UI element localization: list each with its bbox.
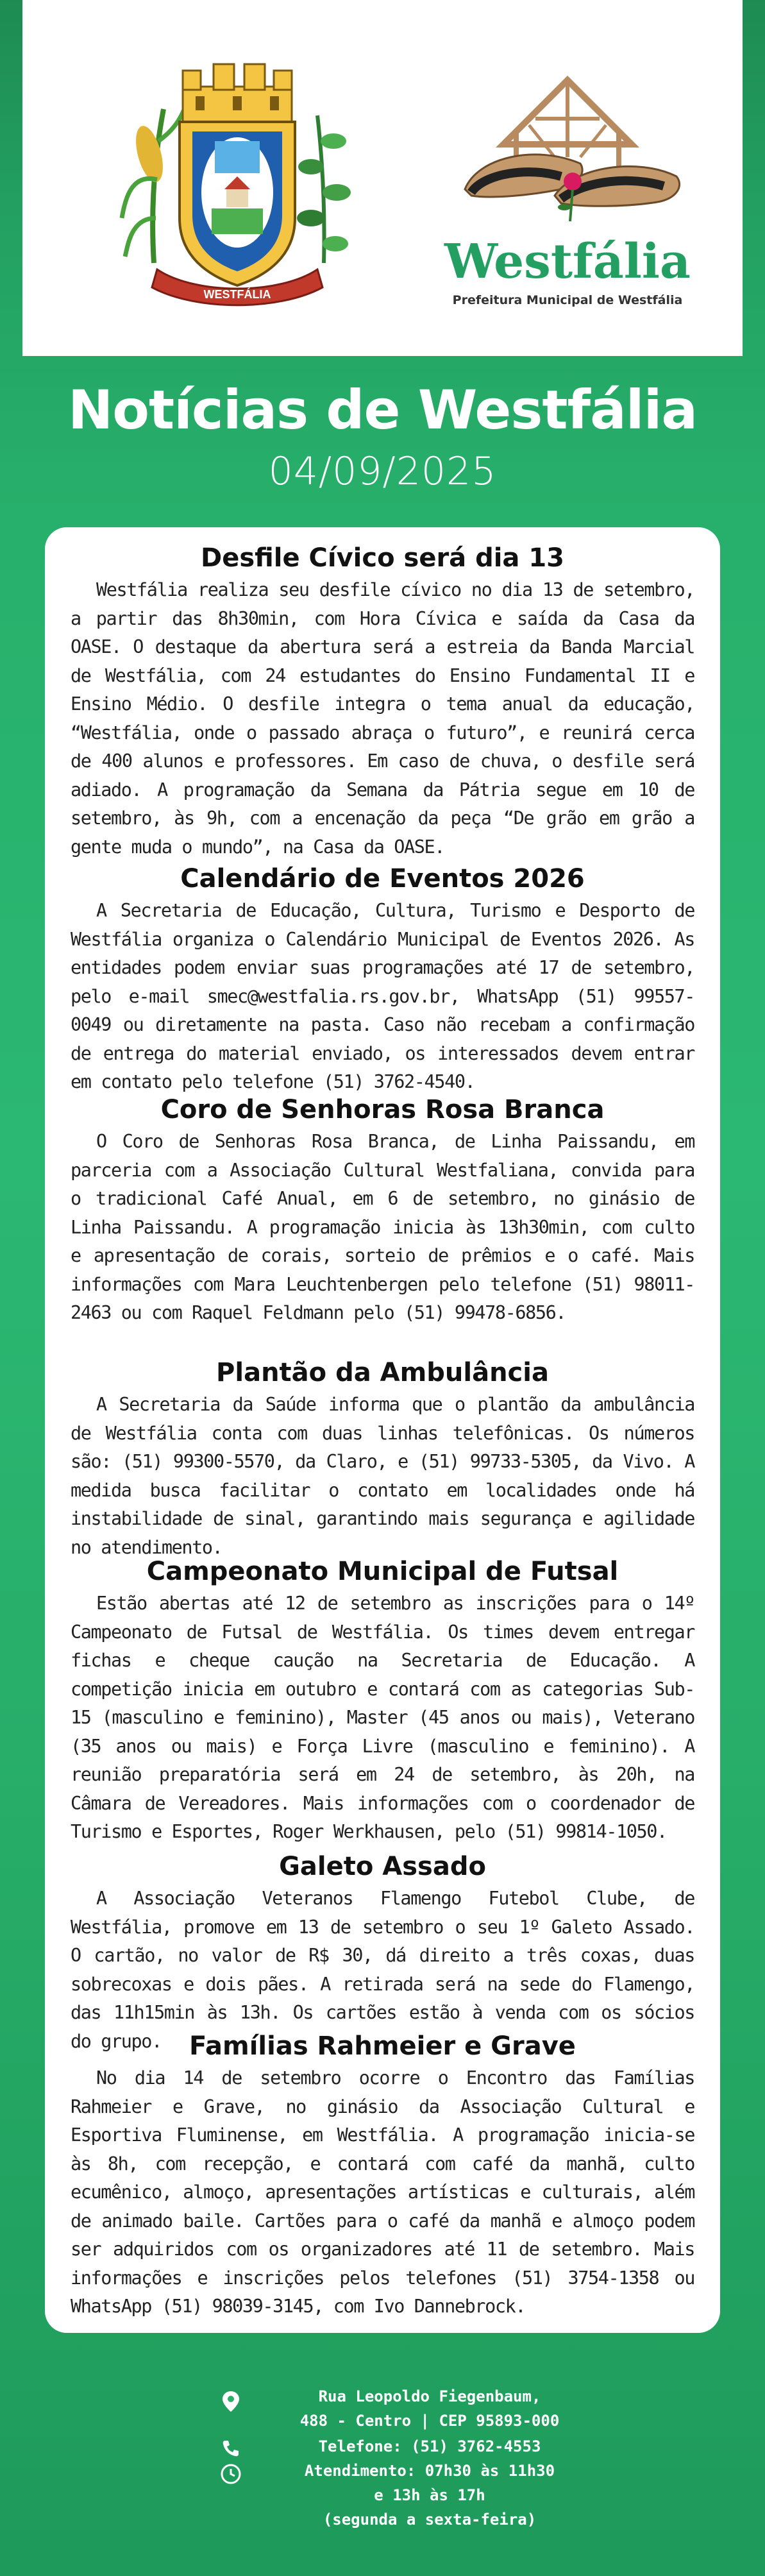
article-heading: Famílias Rahmeier e Grave <box>189 2031 576 2061</box>
mural-crown-graphic <box>183 64 292 122</box>
clock-icon <box>220 2463 242 2485</box>
article-coro-senhoras <box>71 1092 694 1328</box>
article-familias-rahmeier-grave <box>71 2028 694 2321</box>
article-plantao-ambulancia <box>71 1355 694 1562</box>
brand-name: Westfália <box>444 234 691 289</box>
newsletter-title: Notícias de Westfália <box>67 378 698 441</box>
location-pin-icon <box>221 2390 240 2413</box>
address-line-2: 488 - Centro | CEP 95893-000 <box>299 2412 560 2430</box>
article-heading: Plantão da Ambulância <box>216 1358 549 1387</box>
article-desfile-civico <box>71 540 694 861</box>
tobacco-plant-graphic <box>297 115 351 263</box>
phone-number: Telefone: (51) 3762-4553 <box>318 2437 541 2455</box>
article-heading: Coro de Senhoras Rosa Branca <box>160 1095 605 1124</box>
article-heading: Calendário de Eventos 2026 <box>180 864 585 894</box>
header-card <box>22 0 743 356</box>
timber-house-with-clogs-graphic <box>433 61 702 228</box>
article-body: A Secretaria de Educação, Cultura, Turismo e Desporto de Westfália organiza o Calendário Municipal de Eventos 2026. As entidades podem enviar suas programações até 17 de setembro, pelo e-mail smec@westfalia.rs.gov.br, WhatsApp (51) 99557-0049 ou diretamente na pasta. Caso não recebam a confirmação de entrega do material enviado, os interessados devem entrar em contato pelo telefone (51) 3762-4540. <box>71 900 694 1092</box>
article-heading: Desfile Cívico será dia 13 <box>200 543 565 573</box>
article-body: A Associação Veteranos Flamengo Futebol Clube, de Westfália, promove em 13 de setembro o seu 1º Galeto Assado. O cartão, no valor de R$ 30, dá direito a três coxas, duas sobrecoxas e dois pães. A retirada será na sede do Flamengo, das 11h15min às 13h. Os cartões estão à venda com os sócios do grupo. <box>71 1888 694 2052</box>
article-body: A Secretaria da Saúde informa que o plantão da ambulância de Westfália conta com duas linhas telefônicas. Os números são: (51) 99300-5570, da Claro, e (51) 99733-5305, da Vivo. A medida busca facilitar o contato em localidades onde há instabilidade de sinal, garantindo mais segurança e agilidade no atendimento. <box>71 1394 694 1558</box>
crest-ribbon-text: WESTFÁLIA <box>203 288 271 301</box>
brand-subtitle: Prefeitura Municipal de Westfália <box>452 293 683 307</box>
opening-hours-line-2: e 13h às 17h <box>374 2486 485 2504</box>
westfalia-brand-logo <box>433 61 702 318</box>
article-heading: Galeto Assado <box>279 1852 486 1881</box>
article-body: O Coro de Senhoras Rosa Branca, de Linha Paissandu, em parceria com a Associação Cultural Westfaliana, convida para o tradicional Café Anual, em 6 de setembro, no ginásio de Linha Paissandu. A programação inicia às 13h30min, com culto e apresentação de corais, sorteio de prêmios e o café. Mais informações com Mara Leuchtenbergen pelo telefone (51) 98011-2463 ou com Raquel Feldmann pelo (51) 99478-6856. <box>71 1131 694 1323</box>
municipal-crest-logo <box>119 51 356 321</box>
phone-icon <box>221 2439 240 2458</box>
address-line-1: Rua Leopoldo Fiegenbaum, <box>318 2387 541 2405</box>
article-body: Westfália realiza seu desfile cívico no dia 13 de setembro, a partir das 8h30min, com Hora Cívica e saída da Casa da OASE. O destaque da abertura será a estreia da Banda Marcial de Westfália, com 24 estudantes do Ensino Fundamental II e Ensino Médio. O desfile integra o tema anual da educação, “Westfália, onde o passado abraça o futuro”, e reunirá cerca de 400 alunos e professores. Em caso de chuva, o desfile será adiado. A programação da Semana da Pátria segue em 10 de setembro, às 9h, com a encenação da peça “De grão em grão a gente muda o mundo”, na Casa da OASE. <box>71 579 694 858</box>
article-heading: Campeonato Municipal de Futsal <box>146 1557 619 1586</box>
crest-shield <box>180 122 295 285</box>
article-body: No dia 14 de setembro ocorre o Encontro das Famílias Rahmeier e Grave, no ginásio da Associação Cultural e Esportiva Fluminense, em Westfália. A programação inicia-se às 8h, com recepção, e contará com café da manhã, culto ecumênico, almoço, apresentações artísticas e culturais, além de animado baile. Cartões para o café da manhã e almoço podem ser adquiridos com os organizadores até 11 de setembro. Mais informações e inscrições pelos telefones (51) 3754-1358 ou WhatsApp (51) 98039-3145, com Ivo Dannebrock. <box>71 2067 694 2317</box>
article-galeto-assado <box>71 1849 694 2056</box>
newsletter-date: 04/09/2025 <box>268 449 497 494</box>
article-campeonato-futsal <box>71 1554 694 1847</box>
article-calendario-eventos <box>71 861 694 1097</box>
opening-hours-line-3: (segunda a sexta-feira) <box>323 2511 537 2529</box>
news-content-card <box>45 527 720 2333</box>
article-body: Estão abertas até 12 de setembro as inscrições para o 14º Campeonato de Futsal de Westfália. Os times devem entregar fichas e cheque caução na Secretaria de Educação. A competição inicia em outubro e contará com as categorias Sub-15 (masculino e feminino), Master (45 anos ou mais), Veterano (35 anos ou mais) e Força Livre (masculino e feminino). A reunião preparatória será em 24 de setembro, às 20h, na Câmara de Vereadores. Mais informações com o coordenador de Turismo e Esportes, Roger Werkhausen, pelo (51) 99814-1050. <box>71 1593 694 1842</box>
opening-hours-line-1: Atendimento: 07h30 às 11h30 <box>304 2462 555 2480</box>
